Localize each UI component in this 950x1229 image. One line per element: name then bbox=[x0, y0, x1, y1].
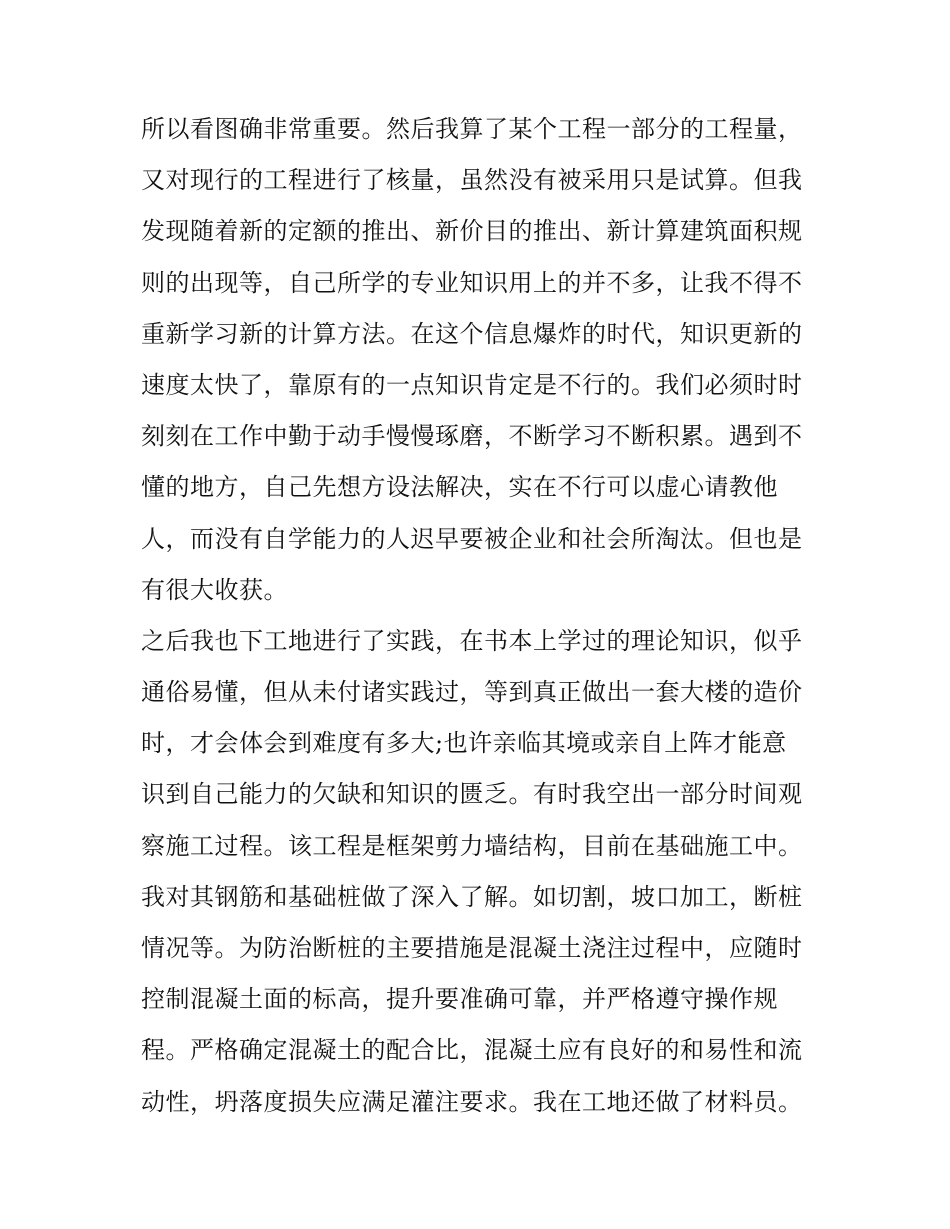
text-line: 动性，坍落度损失应满足灌注要求。我在工地还做了材料员。 bbox=[141, 1087, 803, 1116]
text-line: 时，才会体会到难度有多大;也许亲临其境或亲自上阵才能意 bbox=[141, 729, 787, 758]
text-line: 有很大收获。 bbox=[141, 575, 288, 604]
text-line: 识到自己能力的欠缺和知识的匮乏。有时我空出一部分时间观 bbox=[141, 780, 803, 809]
text-line: 所以看图确非常重要。然后我算了某个工程一部分的工程量， bbox=[141, 115, 803, 143]
text-line: 懂的地方，自己先想方设法解决，实在不行可以虚心请教他 bbox=[141, 473, 778, 502]
text-line: 情况等。为防治断桩的主要措施是混凝土浇注过程中，应随时 bbox=[141, 934, 803, 962]
text-line: 之后我也下工地进行了实践，在书本上学过的理论知识，似乎 bbox=[141, 626, 803, 655]
text-line: 程。严格确定混凝土的配合比，混凝土应有良好的和易性和流 bbox=[141, 1036, 803, 1065]
text-line: 通俗易懂，但从未付诸实践过，等到真正做出一套大楼的造价 bbox=[141, 678, 803, 707]
text-line: 则的出现等，自己所学的专业知识用上的并不多，让我不得不 bbox=[141, 268, 803, 297]
text-line: 刻刻在工作中勤于动手慢慢琢磨，不断学习不断积累。遇到不 bbox=[141, 422, 803, 451]
text-line: 察施工过程。该工程是框架剪力墙结构，目前在基础施工中。 bbox=[141, 831, 803, 860]
text-line: 重新学习新的计算方法。在这个信息爆炸的时代，知识更新的 bbox=[141, 319, 803, 348]
text-line: 发现随着新的定额的推出、新价目的推出、新计算建筑面积规 bbox=[141, 217, 803, 246]
text-line: 控制混凝土面的标高，提升要准确可靠，并严格遵守操作规 bbox=[141, 985, 778, 1014]
text-line: 速度太快了，靠原有的一点知识肯定是不行的。我们必须时时 bbox=[141, 370, 803, 399]
body-text bbox=[141, 104, 821, 1128]
text-line: 我对其钢筋和基础桩做了深入了解。如切割，坡口加工，断桩 bbox=[141, 882, 803, 911]
text-line: 又对现行的工程进行了核量，虽然没有被采用只是试算。但我 bbox=[141, 166, 803, 195]
text-line: 人，而没有自学能力的人迟早要被企业和社会所淘汰。但也是 bbox=[141, 524, 803, 553]
